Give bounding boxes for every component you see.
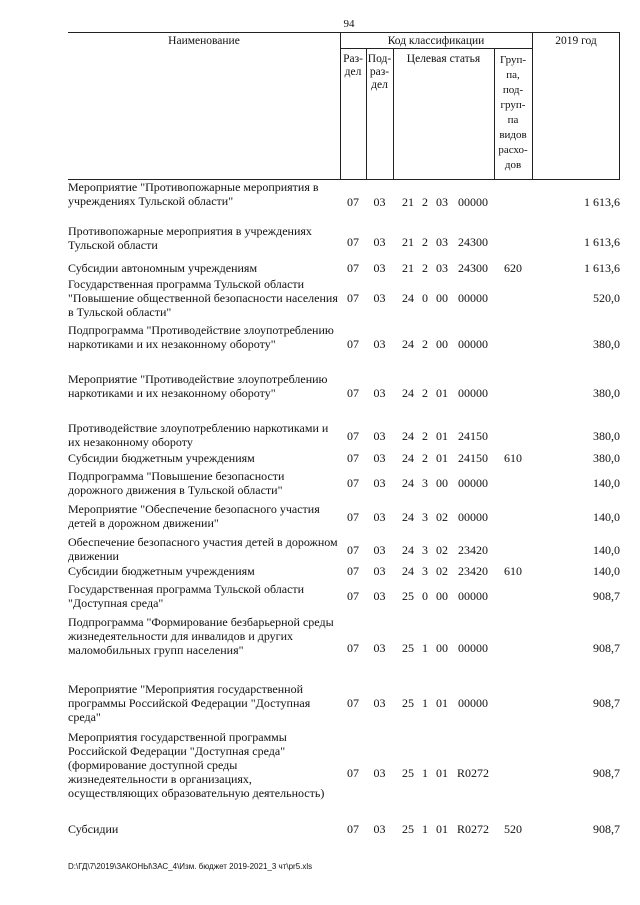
- row-amount: 140,0: [593, 564, 620, 578]
- row-program: 25: [402, 822, 414, 836]
- table-row: [68, 180, 620, 218]
- row-subsection: 03: [373, 429, 386, 443]
- row-direction: 24150: [458, 429, 488, 443]
- row-name: Субсидии бюджетным учреждениям: [68, 564, 255, 578]
- row-subsection: 03: [373, 195, 386, 209]
- row-measure: 00: [436, 476, 448, 490]
- row-amount: 908,7: [593, 696, 620, 710]
- row-section: 07: [347, 261, 359, 275]
- row-amount: 1 613,6: [584, 195, 620, 209]
- row-subprogram: 2: [422, 235, 428, 249]
- row-section: 07: [347, 195, 359, 209]
- row-subsection: 03: [373, 696, 386, 710]
- row-name: Подпрограмма "Противодействие злоупотреблению наркотиками и их незаконному обороту": [68, 323, 334, 351]
- row-direction: 00000: [458, 641, 488, 655]
- row-section: 07: [347, 641, 359, 655]
- row-subprogram: 0: [422, 589, 428, 603]
- row-measure: 02: [436, 543, 448, 557]
- file-path-footer: D:\ГД\7\2019\ЗАКОНЫ\ЗАС_4\Изм. бюджет 2019-2021_3 чт\pr5.xls: [68, 862, 313, 871]
- row-name: Мероприятие "Обеспечение безопасного участия детей в дорожном движении": [68, 502, 320, 530]
- row-subprogram: 2: [422, 195, 428, 209]
- row-program: 25: [402, 696, 414, 710]
- row-name: Государственная программа Тульской области "Повышение общественной безопасности населения в Тульской области": [68, 277, 338, 319]
- row-subprogram: 1: [422, 766, 428, 780]
- row-measure: 01: [436, 451, 448, 465]
- row-direction: 24300: [458, 261, 488, 275]
- row-name: Мероприятие "Противодействие злоупотреблению наркотиками и их незаконному обороту": [68, 372, 328, 400]
- row-amount: 140,0: [593, 510, 620, 524]
- row-direction: 24300: [458, 235, 488, 249]
- row-measure: 01: [436, 766, 448, 780]
- row-amount: 380,0: [593, 386, 620, 400]
- row-program: 24: [402, 476, 414, 490]
- row-subprogram: 3: [422, 543, 428, 557]
- row-amount: 380,0: [593, 451, 620, 465]
- row-amount: 908,7: [593, 641, 620, 655]
- row-program: 21: [402, 195, 414, 209]
- row-name: Подпрограмма "Формирование безбарьерной среды жизнедеятельности для инвалидов и других маломобильных групп населения": [68, 615, 334, 657]
- row-program: 25: [402, 589, 414, 603]
- header-divider: [532, 33, 533, 179]
- row-direction: R0272: [456, 766, 489, 780]
- row-name: Субсидии бюджетным учреждениям: [68, 451, 255, 465]
- row-section: 07: [347, 337, 359, 351]
- page-number: 94: [343, 18, 355, 30]
- row-subsection: 03: [373, 261, 386, 275]
- row-section: 07: [347, 766, 359, 780]
- row-section: 07: [347, 543, 359, 557]
- row-name: Противодействие злоупотреблению наркотиками и их незаконному обороту: [68, 421, 329, 449]
- row-subsection: 03: [373, 451, 386, 465]
- row-direction: 24150: [458, 451, 488, 465]
- row-subprogram: 2: [422, 337, 428, 351]
- row-subsection: 03: [373, 564, 386, 578]
- row-measure: 01: [436, 429, 448, 443]
- row-expense-type: 520: [504, 822, 522, 836]
- row-measure: 03: [436, 195, 448, 209]
- row-subsection: 03: [373, 476, 386, 490]
- header-expense-group: Груп- па, под- груп- па видов расхо- дов: [498, 54, 528, 171]
- row-direction: R0272: [456, 822, 489, 836]
- row-subprogram: 2: [422, 451, 428, 465]
- row-subsection: 03: [373, 641, 386, 655]
- row-program: 24: [402, 451, 414, 465]
- header-year: 2019 год: [555, 35, 597, 47]
- row-subprogram: 3: [422, 476, 428, 490]
- row-direction: 23420: [458, 543, 488, 557]
- row-section: 07: [347, 235, 359, 249]
- row-subsection: 03: [373, 766, 386, 780]
- row-amount: 1 613,6: [584, 261, 620, 275]
- row-direction: 00000: [458, 291, 488, 305]
- row-name: Государственная программа Тульской области "Доступная среда": [68, 582, 305, 610]
- row-name: Субсидии автономным учреждениям: [68, 261, 258, 275]
- row-expense-type: 610: [504, 451, 522, 465]
- row-subprogram: 3: [422, 564, 428, 578]
- row-direction: 00000: [458, 589, 488, 603]
- row-measure: 01: [436, 822, 448, 836]
- row-subsection: 03: [373, 291, 386, 305]
- row-amount: 380,0: [593, 429, 620, 443]
- row-program: 24: [402, 429, 414, 443]
- row-subsection: 03: [373, 543, 386, 557]
- row-section: 07: [347, 696, 359, 710]
- row-direction: 00000: [458, 337, 488, 351]
- row-section: 07: [347, 589, 359, 603]
- row-section: 07: [347, 510, 359, 524]
- row-measure: 00: [436, 589, 448, 603]
- row-direction: 00000: [458, 510, 488, 524]
- row-subsection: 03: [373, 235, 386, 249]
- row-direction: 00000: [458, 696, 488, 710]
- row-subprogram: 3: [422, 510, 428, 524]
- row-subprogram: 2: [422, 386, 428, 400]
- row-measure: 01: [436, 386, 448, 400]
- row-program: 24: [402, 337, 414, 351]
- header-divider: [393, 49, 394, 179]
- row-subprogram: 0: [422, 291, 428, 305]
- row-subsection: 03: [373, 589, 386, 603]
- row-measure: 02: [436, 564, 448, 578]
- header-section: Раз- дел: [343, 53, 363, 78]
- row-name: Мероприятие "Мероприятия государственной программы Российской Федерации "Доступная среда": [68, 682, 311, 724]
- row-name: Обеспечение безопасного участия детей в дорожном движении: [68, 535, 338, 563]
- row-measure: 00: [436, 337, 448, 351]
- row-measure: 03: [436, 235, 448, 249]
- row-amount: 908,7: [593, 589, 620, 603]
- row-direction: 23420: [458, 564, 488, 578]
- row-subsection: 03: [373, 822, 386, 836]
- row-direction: 00000: [458, 386, 488, 400]
- row-direction: 00000: [458, 476, 488, 490]
- row-section: 07: [347, 476, 359, 490]
- row-subsection: 03: [373, 337, 386, 351]
- row-subsection: 03: [373, 510, 386, 524]
- row-expense-type: 610: [504, 564, 522, 578]
- row-subprogram: 1: [422, 822, 428, 836]
- row-amount: 140,0: [593, 543, 620, 557]
- row-program: 24: [402, 291, 414, 305]
- row-expense-type: 620: [504, 261, 522, 275]
- row-program: 24: [402, 510, 414, 524]
- row-name: Подпрограмма "Повышение безопасности дорожного движения в Тульской области": [68, 469, 285, 497]
- row-program: 21: [402, 261, 414, 275]
- row-program: 24: [402, 564, 414, 578]
- row-program: 25: [402, 641, 414, 655]
- row-measure: 01: [436, 696, 448, 710]
- header-name: Наименование: [168, 35, 240, 47]
- header-code-group: Код классификации: [387, 35, 485, 47]
- row-section: 07: [347, 564, 359, 578]
- row-amount: 1 613,6: [584, 235, 620, 249]
- row-amount: 908,7: [593, 822, 620, 836]
- header-subsection: Под- раз- дел: [367, 53, 392, 91]
- row-direction: 00000: [458, 195, 488, 209]
- row-subprogram: 2: [422, 261, 428, 275]
- row-program: 25: [402, 766, 414, 780]
- row-amount: 908,7: [593, 766, 620, 780]
- row-name: Мероприятия государственной программы Российской Федерации "Доступная среда" (формирование доступной среды жизнедеятельности в организациях, осуществляющих образовательную деятельность): [68, 730, 325, 800]
- row-section: 07: [347, 451, 359, 465]
- row-section: 07: [347, 386, 359, 400]
- row-section: 07: [347, 429, 359, 443]
- row-program: 24: [402, 386, 414, 400]
- header-target-article: Целевая статья: [406, 53, 481, 65]
- row-subprogram: 1: [422, 696, 428, 710]
- row-subsection: 03: [373, 386, 386, 400]
- row-amount: 520,0: [593, 291, 620, 305]
- row-measure: 02: [436, 510, 448, 524]
- row-program: 21: [402, 235, 414, 249]
- row-name: Противопожарные мероприятия в учреждениях Тульской области: [68, 224, 312, 252]
- row-program: 24: [402, 543, 414, 557]
- row-measure: 00: [436, 291, 448, 305]
- table-header: [68, 32, 620, 180]
- row-name: Субсидии: [68, 822, 119, 836]
- row-measure: 03: [436, 261, 448, 275]
- row-section: 07: [347, 291, 359, 305]
- row-measure: 00: [436, 641, 448, 655]
- row-subprogram: 2: [422, 429, 428, 443]
- row-subprogram: 1: [422, 641, 428, 655]
- header-divider: [619, 33, 620, 179]
- row-amount: 140,0: [593, 476, 620, 490]
- row-amount: 380,0: [593, 337, 620, 351]
- row-section: 07: [347, 822, 359, 836]
- row-name: Мероприятие "Противопожарные мероприятия в учреждениях Тульской области": [68, 180, 319, 208]
